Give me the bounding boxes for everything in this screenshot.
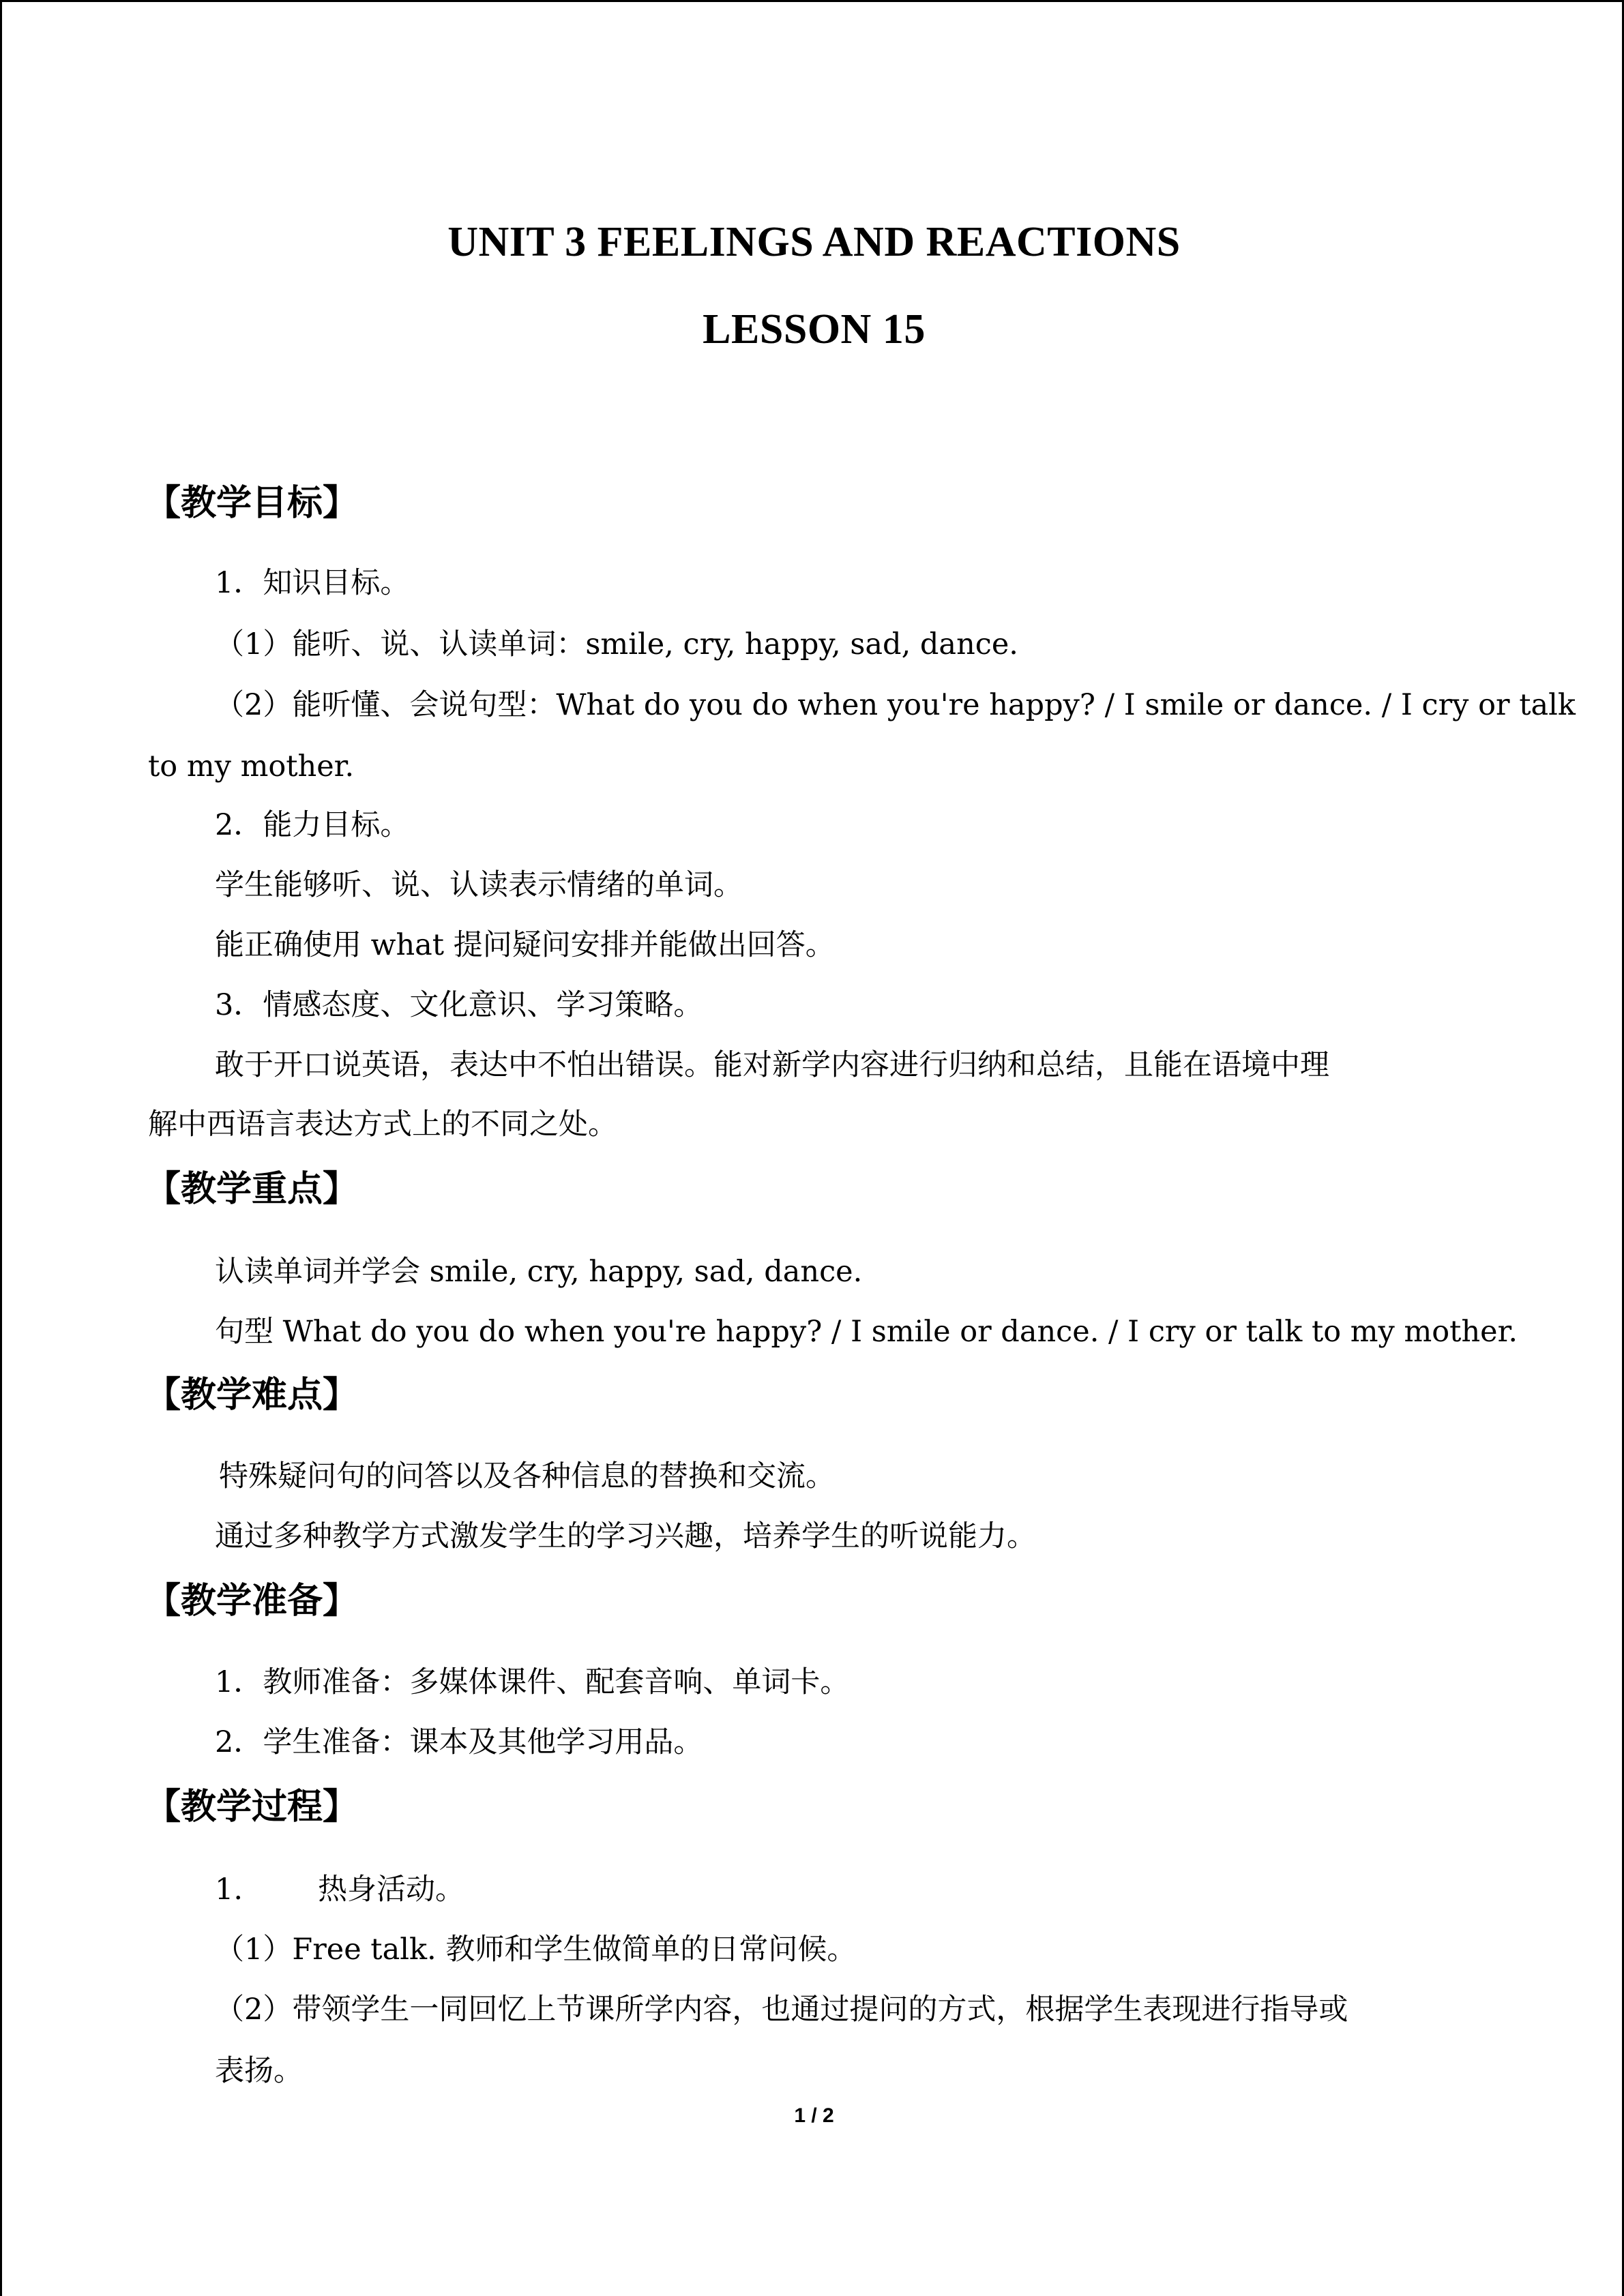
document-title: UNIT 3 FEELINGS AND REACTIONS [447,219,1181,265]
objectives-line: （2）能听懂、会说句型：What do you do when you're happy? / I smile or dance. / I cry or talk [215,688,1576,722]
difficulties-line: 通过多种教学方式激发学生的学习兴趣，培养学生的听说能力。 [215,1519,1036,1553]
section-heading-objectives: 【教学目标】 [145,483,359,524]
objectives-line: 敢于开口说英语，表达中不怕出错误。能对新学内容进行归纳和总结，且能在语境中理 [215,1048,1329,1082]
section-heading-key-points: 【教学重点】 [145,1169,359,1210]
objectives-line: 学生能够听、说、认读表示情绪的单词。 [215,868,743,902]
document-subtitle: LESSON 15 [703,306,926,353]
objectives-line: （1）能听、说、认读单词：smile, cry, happy, sad, dance. [215,627,1018,661]
section-heading-preparation: 【教学准备】 [145,1581,359,1622]
key-points-line: 认读单词并学会 smile, cry, happy, sad, dance. [215,1255,863,1289]
difficulties-line: 特殊疑问句的问答以及各种信息的替换和交流。 [219,1459,835,1493]
objectives-line: to my mother. [148,749,355,784]
objectives-line: 能正确使用 what 提问疑问安排并能做出回答。 [215,928,835,962]
page-number: 1 / 2 [794,2104,834,2127]
preparation-line: 1．教师准备：多媒体课件、配套音响、单词卡。 [215,1665,850,1699]
process-line: （2）带领学生一同回忆上节课所学内容，也通过提问的方式，根据学生表现进行指导或 [215,1993,1348,2027]
objectives-line: 解中西语言表达方式上的不同之处。 [148,1107,617,1142]
process-step-text: 热身活动。 [318,1873,465,1907]
process-line: 表扬。 [215,2054,303,2088]
process-step-1 [215,1869,464,1910]
process-step-number: 1. [215,1873,243,1907]
section-heading-difficulties: 【教学难点】 [145,1375,359,1416]
section-heading-process: 【教学过程】 [145,1787,359,1828]
preparation-line: 2．学生准备：课本及其他学习用品。 [215,1725,703,1759]
objectives-line: 1．知识目标。 [215,566,410,600]
objectives-line: 3．情感态度、文化意识、学习策略。 [215,988,703,1022]
process-line: （1）Free talk. 教师和学生做简单的日常问候。 [215,1933,857,1967]
key-points-line: 句型 What do you do when you're happy? / I smile or dance. / I cry or talk to my mother. [215,1315,1518,1349]
objectives-line: 2．能力目标。 [215,808,410,842]
